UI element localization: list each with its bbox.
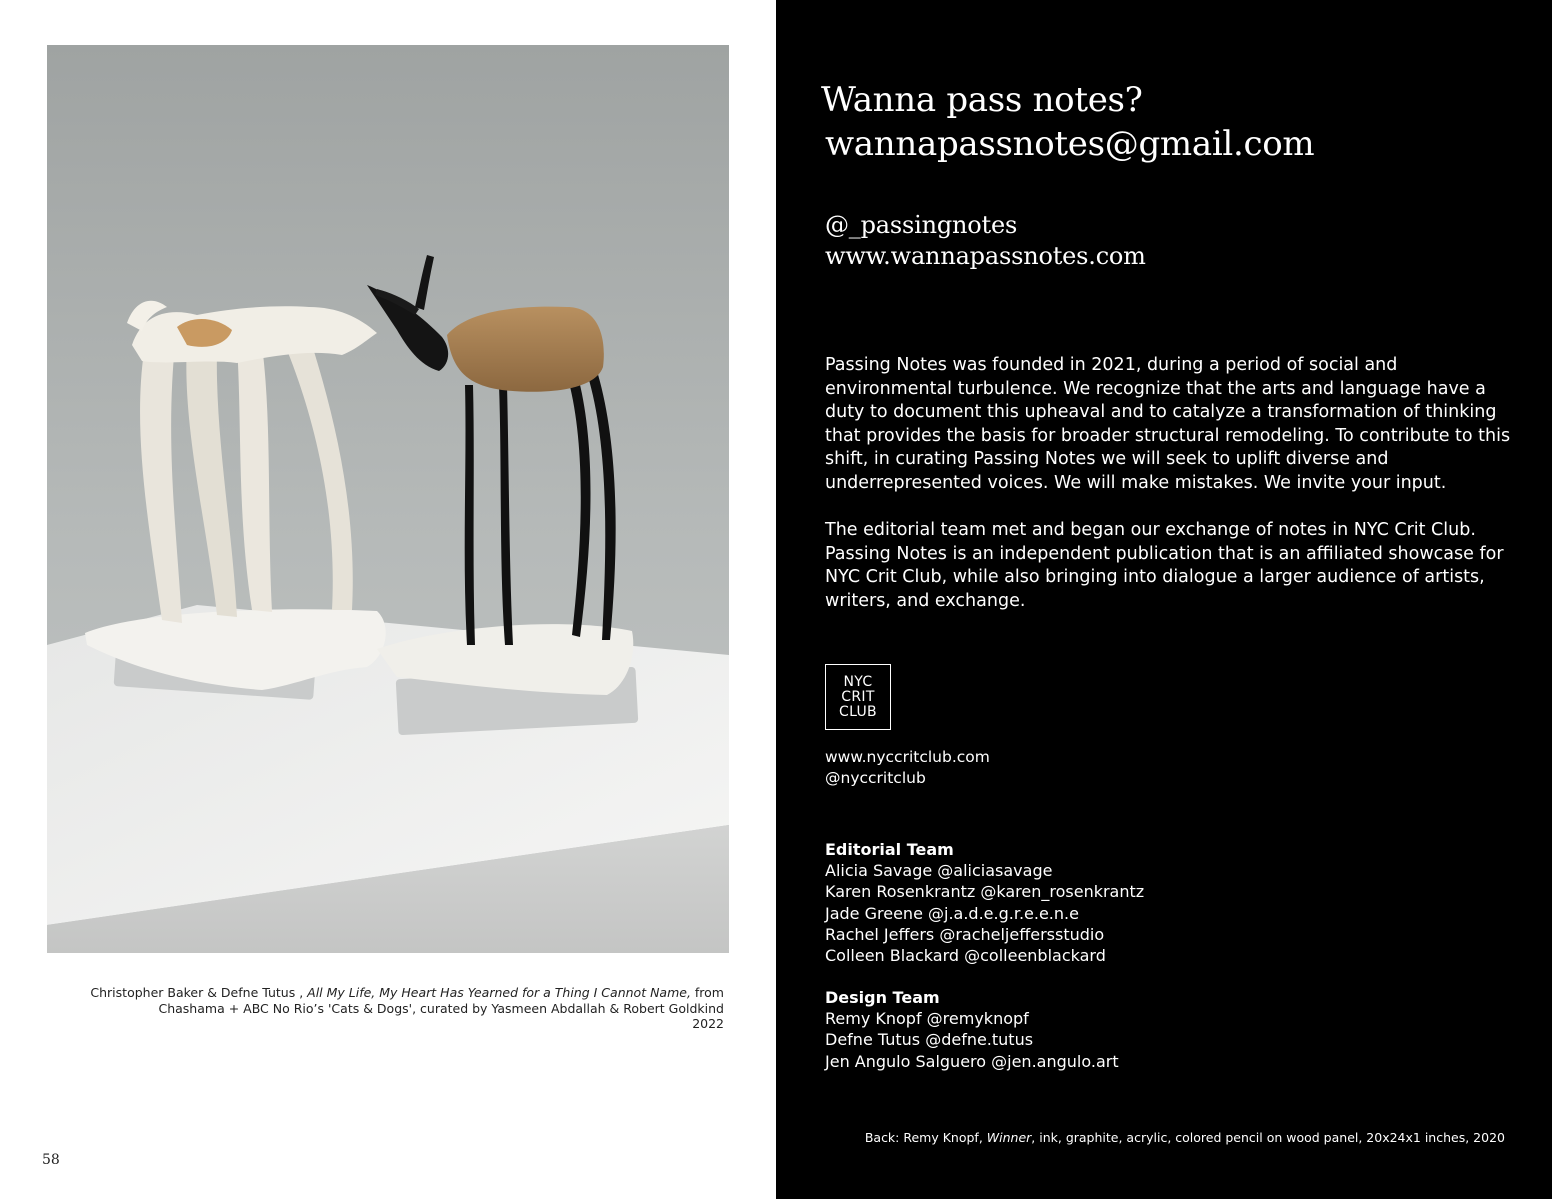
about-text (825, 354, 1525, 637)
logo-line-1: NYC (843, 673, 873, 690)
editorial-member: Karen Rosenkrantz @karen_rosenkrantz (825, 882, 1145, 902)
design-team-heading: Design Team (825, 988, 940, 1007)
editorial-team-heading: Editorial Team (825, 840, 954, 859)
headline-question: Wanna pass notes? (821, 80, 1143, 120)
club-links (825, 747, 990, 789)
about-paragraph-2: The editorial team met and began our exchange of notes in NYC Crit Club. Passing Notes is an independent publication that is an affiliated showcase for NYC Crit Club, while also bringing into dialogue a larger audience of artists, writers, and exchange. (825, 520, 1504, 611)
headline (821, 78, 1314, 166)
back-artwork-title: Winner (986, 1130, 1032, 1145)
photo-caption (24, 985, 724, 1032)
sculpture-photo (47, 45, 729, 953)
about-paragraph-1: Passing Notes was founded in 2021, during a period of social and environmental turbulence. We recognize that the arts and language have a duty to document this upheaval and to catalyze a transformation of thinking that provides the basis for broader structural remodeling. To contribute to this shift, in curating Passing Notes we will seek to uplift diverse and underrepresented voices. We will make mistakes. We invite your input. (825, 355, 1511, 493)
back-cover-credit: Back: Remy Knopf, Winner, ink, graphite, acrylic, colored pencil on wood panel, 20x24x1 inches, 2020 (864, 1130, 1505, 1145)
editorial-member: Rachel Jeffers @racheljeffersstudio (825, 924, 1105, 944)
instagram-handle[interactable]: @_passingnotes (825, 211, 1018, 239)
right-page (776, 0, 1552, 1199)
club-website-link[interactable]: www.nyccritclub.com (825, 748, 990, 766)
page-number: 58 (42, 1152, 60, 1168)
logo-line-3: CLUB (839, 703, 877, 720)
editorial-team (825, 839, 1144, 966)
club-instagram-handle[interactable]: @nyccritclub (825, 769, 926, 787)
logo-line-2: CRIT (841, 688, 875, 705)
editorial-member: Jade Greene @j.a.d.e.g.r.e.e.n.e (825, 903, 1079, 923)
caption-year: 2022 (692, 1016, 724, 1031)
design-team (825, 987, 1119, 1072)
caption-line-2: Chashama + ABC No Rio’s 'Cats & Dogs', curated by Yasmeen Abdallah & Robert Goldkind (158, 1000, 724, 1016)
editorial-member: Alicia Savage @aliciasavage (825, 861, 1053, 881)
editorial-member: Colleen Blackard @colleenblackard (825, 946, 1106, 966)
social-links (825, 210, 1146, 272)
contact-email[interactable]: wannapassnotes@gmail.com (825, 124, 1315, 164)
website-link[interactable]: www.wannapassnotes.com (825, 242, 1146, 270)
design-member: Remy Knopf @remyknopf (825, 1009, 1029, 1029)
caption-line-1: Christopher Baker & Defne Tutus , All My Life, My Heart Has Yearned for a Thing I Cannot Name, from (90, 985, 724, 1000)
artwork-title: All My Life, My Heart Has Yearned for a Thing I Cannot Name, (307, 985, 691, 1000)
design-member: Jen Angulo Salguero @jen.angulo.art (825, 1051, 1119, 1071)
design-member: Defne Tutus @defne.tutus (825, 1030, 1034, 1050)
nyc-crit-club-logo (825, 664, 891, 730)
